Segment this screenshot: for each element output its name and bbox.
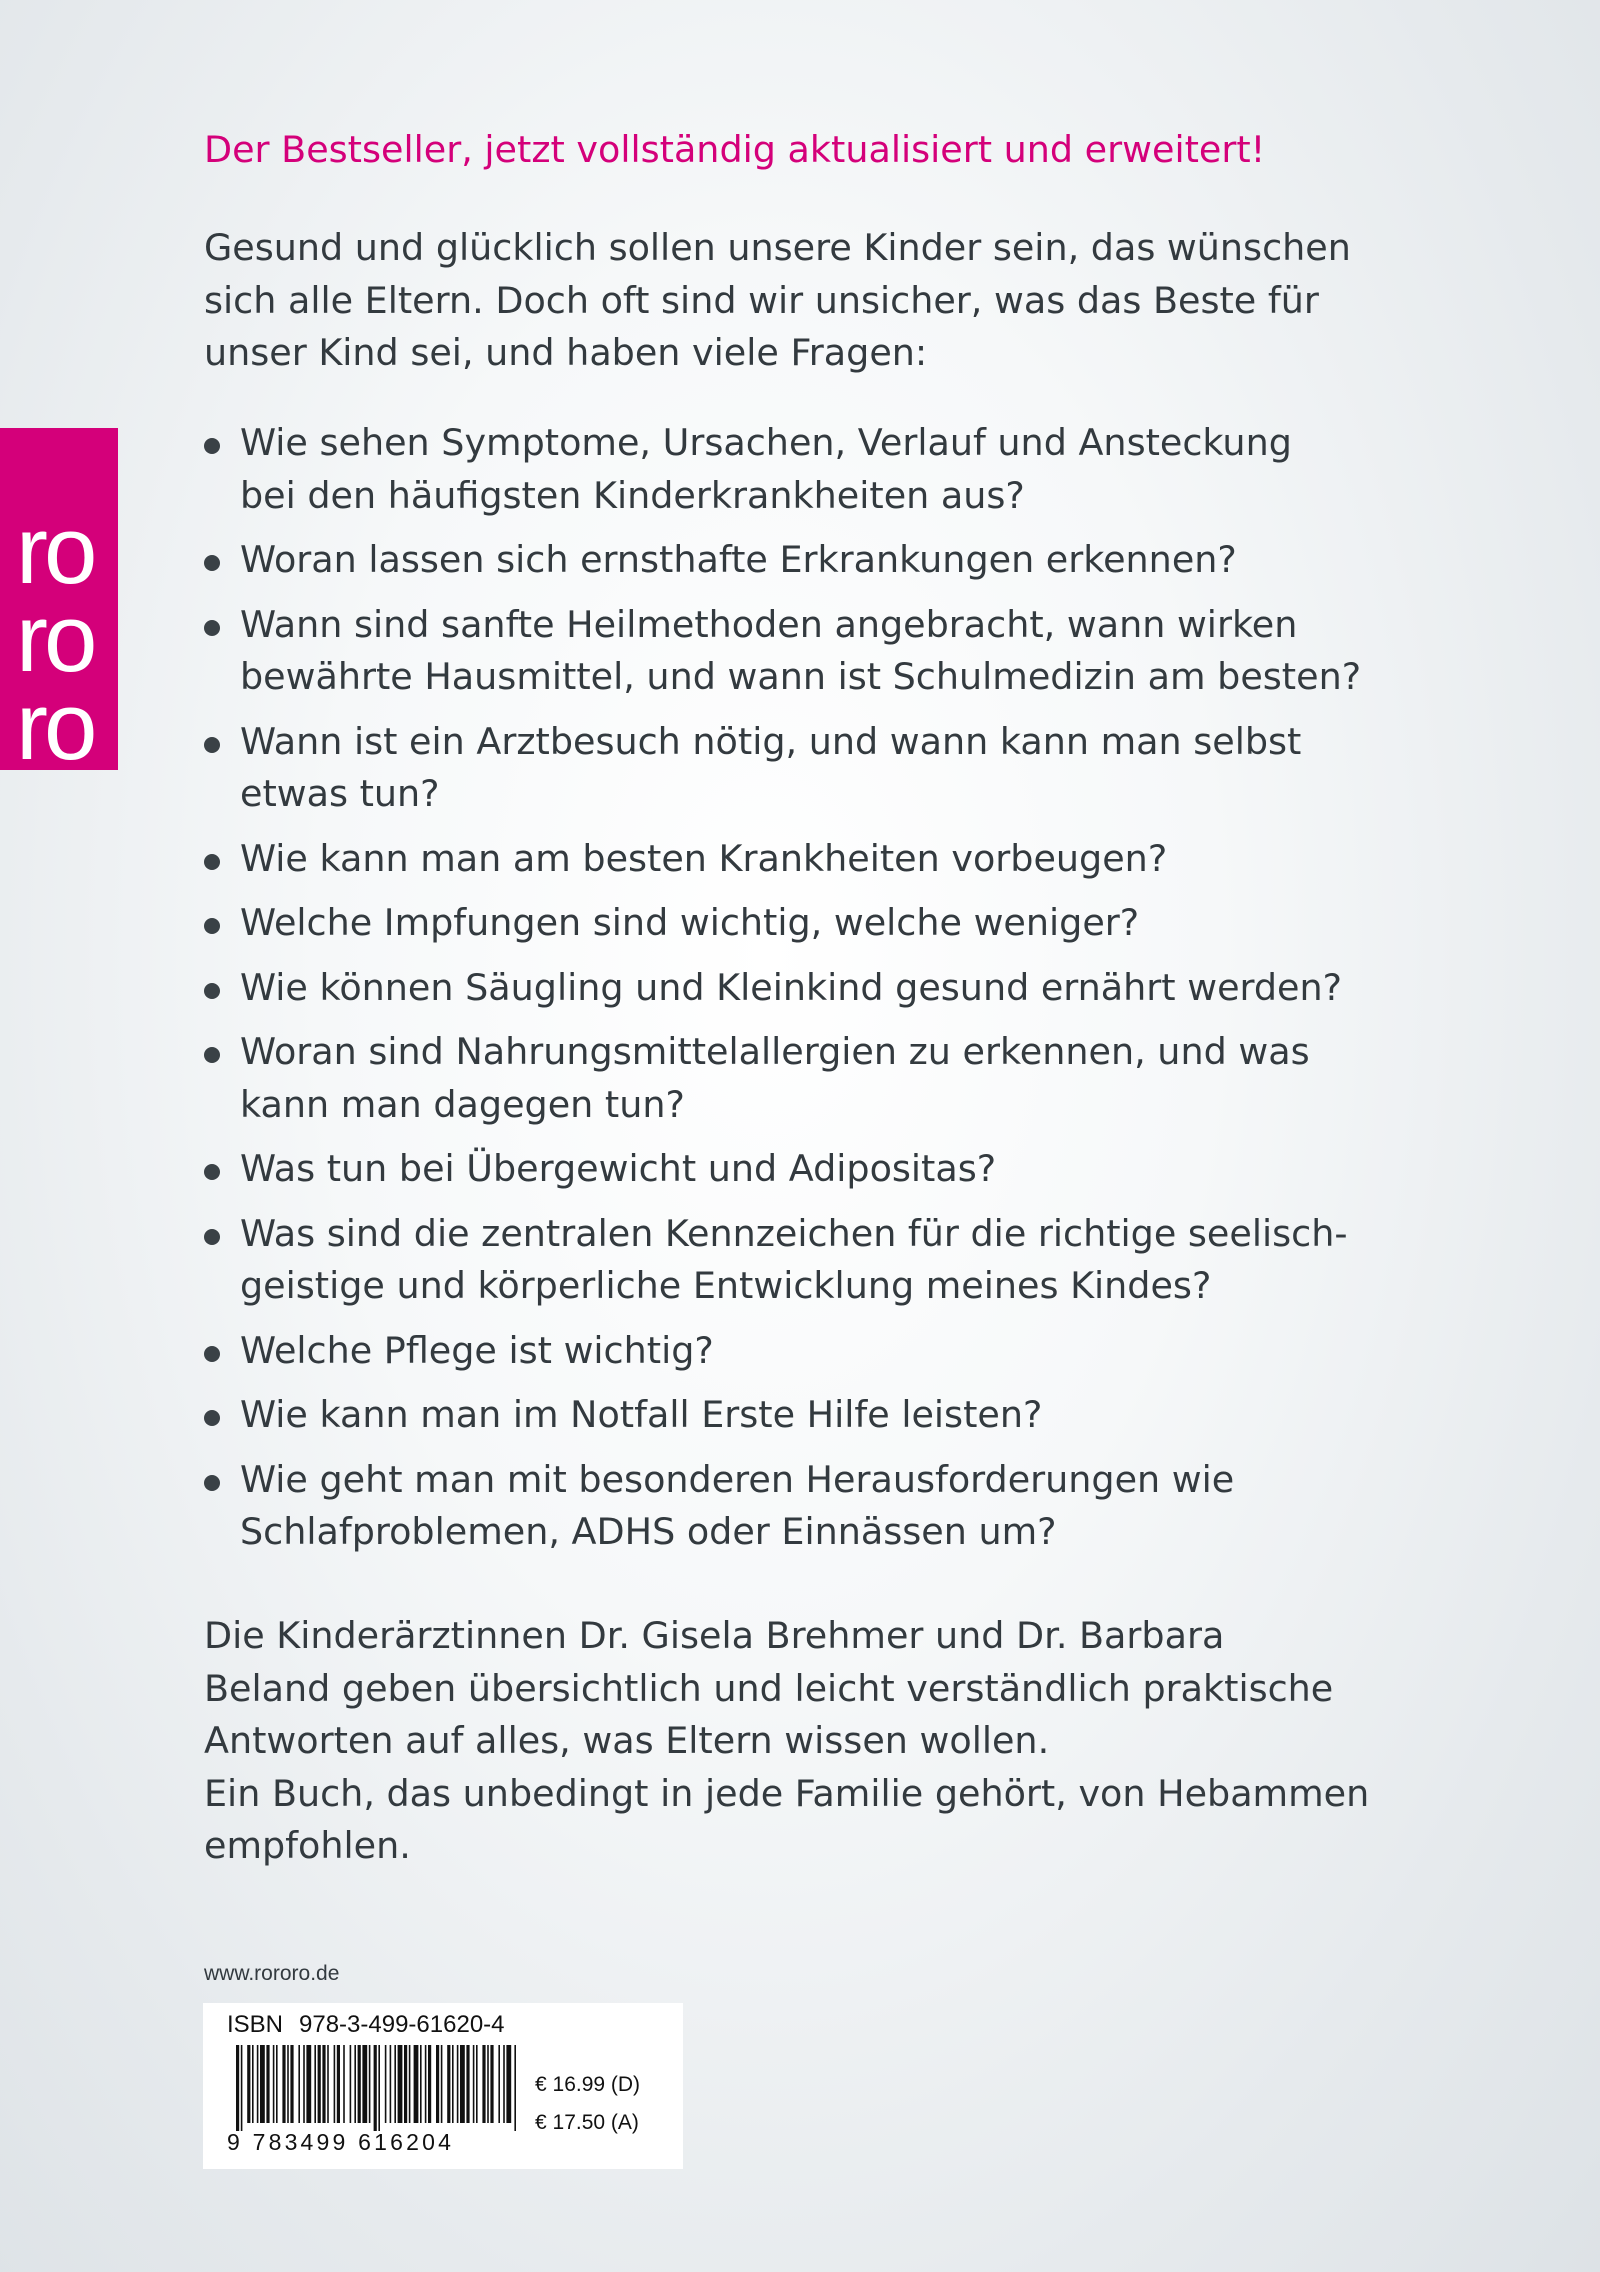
intro-paragraph xyxy=(204,222,1404,380)
list-item-line: Was tun bei Übergewicht und Adipositas? xyxy=(240,1147,997,1190)
list-item-line: bei den häufigsten Kinderkrankheiten aus? xyxy=(240,473,1025,517)
list-item xyxy=(204,1208,1454,1313)
price-germany: € 16.99 (D) xyxy=(535,2073,641,2096)
closing-line: Beland geben übersichtlich und leicht verständlich praktische xyxy=(204,1666,1334,1710)
list-item xyxy=(204,1026,1454,1131)
list-item xyxy=(204,1454,1454,1559)
closing-line: empfohlen. xyxy=(204,1824,411,1867)
question-list xyxy=(204,417,1454,1571)
list-item xyxy=(204,716,1454,821)
closing-line: Ein Buch, das unbedingt in jede Familie gehört, von Hebammen xyxy=(204,1771,1370,1815)
list-item xyxy=(204,1325,1454,1378)
list-item-line: Wann ist ein Arztbesuch nötig, und wann kann man selbst xyxy=(240,719,1302,763)
list-item xyxy=(204,599,1454,704)
list-item-line: Wie geht man mit besonderen Herausforderungen wie xyxy=(240,1457,1235,1501)
list-item-line: kann man dagegen tun? xyxy=(240,1082,685,1126)
closing-paragraph xyxy=(204,1610,1454,1873)
list-item xyxy=(204,534,1454,587)
list-item-line: geistige und körperliche Entwicklung meines Kindes? xyxy=(240,1264,1212,1307)
list-item-line: Wie kann man im Notfall Erste Hilfe leisten? xyxy=(240,1393,1043,1436)
logo-text: ro xyxy=(16,673,94,770)
barcode-icon xyxy=(236,2045,516,2131)
website-url: www.rororo.de xyxy=(204,1962,340,1985)
barcode-digits: 9 783499 616204 xyxy=(227,2129,455,2155)
list-item-line: Wie können Säugling und Kleinkind gesund ernährt werden? xyxy=(240,965,1343,1009)
list-item-line: etwas tun? xyxy=(240,772,440,815)
list-item-line: Welche Pflege ist wichtig? xyxy=(240,1328,714,1372)
list-item xyxy=(204,833,1454,886)
isbn-label: ISBN xyxy=(227,2011,284,2038)
list-item-line: Wie kann man am besten Krankheiten vorbeugen? xyxy=(240,836,1168,880)
tagline: Der Bestseller, jetzt vollständig aktualisiert und erweitert! xyxy=(204,128,1266,171)
intro-line: unser Kind sei, und haben viele Fragen: xyxy=(204,331,928,374)
list-item xyxy=(204,962,1454,1015)
list-item-line: Woran sind Nahrungsmittelallergien zu erkennen, und was xyxy=(240,1030,1310,1073)
list-item xyxy=(204,897,1454,950)
list-item-line: Wie sehen Symptome, Ursachen, Verlauf und Ansteckung xyxy=(240,421,1292,464)
closing-line: Antworten auf alles, was Eltern wissen wollen. xyxy=(204,1719,1050,1762)
list-item-line: bewährte Hausmittel, und wann ist Schulmedizin am besten? xyxy=(240,655,1362,698)
closing-line: Die Kinderärztinnen Dr. Gisela Brehmer und Dr. Barbara xyxy=(204,1614,1225,1657)
list-item-line: Welche Impfungen sind wichtig, welche weniger? xyxy=(240,901,1140,944)
intro-line: sich alle Eltern. Doch oft sind wir unsicher, was das Beste für xyxy=(204,278,1319,322)
list-item-line: Wann sind sanfte Heilmethoden angebracht, wann wirken xyxy=(240,602,1298,646)
list-item xyxy=(204,1143,1454,1196)
barcode-box xyxy=(203,2003,683,2169)
isbn-line xyxy=(227,2011,505,2039)
list-item-line: Woran lassen sich ernsthafte Erkrankungen erkennen? xyxy=(240,538,1237,581)
rororo-logo xyxy=(0,428,118,770)
list-item-line: Schlafproblemen, ADHS oder Einnässen um? xyxy=(240,1510,1057,1553)
logo-text: ro xyxy=(16,497,94,604)
list-item-line: Was sind die zentralen Kennzeichen für die richtige seelisch- xyxy=(240,1211,1348,1255)
list-item xyxy=(204,1389,1454,1442)
logo-text: ro xyxy=(16,585,94,692)
price-austria: € 17.50 (A) xyxy=(535,2111,639,2134)
list-item xyxy=(204,417,1454,522)
isbn-number: 978-3-499-61620-4 xyxy=(299,2011,505,2038)
intro-line: Gesund und glücklich sollen unsere Kinder sein, das wünschen xyxy=(204,226,1351,269)
